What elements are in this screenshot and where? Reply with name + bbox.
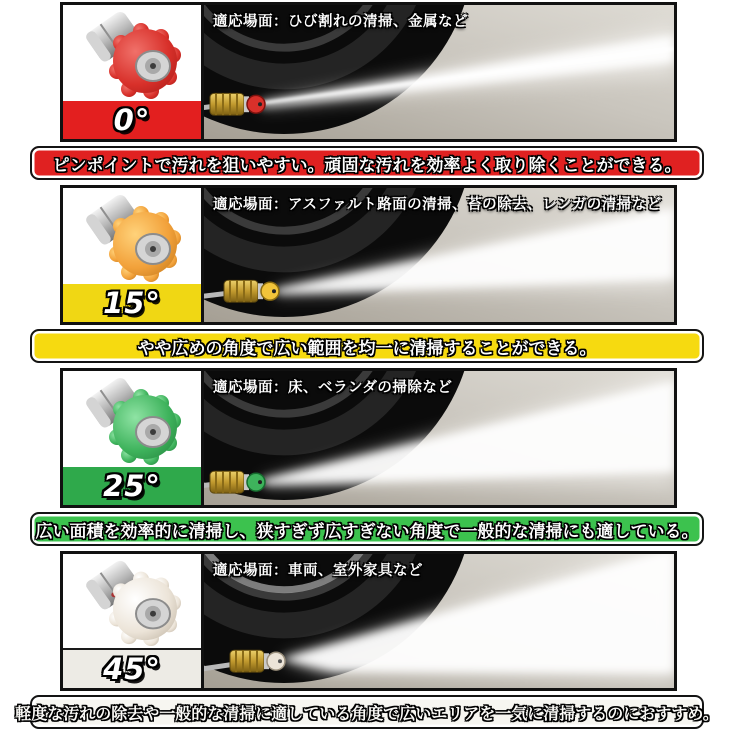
- angle-badge: [63, 101, 201, 139]
- angle-label: 15°: [103, 285, 161, 320]
- white-nozzle-photo: [63, 554, 201, 648]
- orange-nozzle-photo: [63, 188, 201, 284]
- banner-text: 広い面積を効率的に清掃し、狭すぎず広すぎない角度で一般的な清掃にも適している。: [35, 521, 699, 542]
- banner-text: 軽度な汚れの除去や一般的な清掃に適している角度で広いエリアを一気に清掃するのにおすすめ。: [15, 703, 719, 723]
- spray-photo: [204, 371, 674, 505]
- angle-badge: [63, 467, 201, 505]
- spray-photo: [204, 554, 674, 688]
- nozzle-card: [63, 5, 204, 139]
- description-banner: [15, 695, 719, 729]
- scene-label: 適応場面：床、ベランダの掃除など: [213, 380, 453, 396]
- photo-frame: [60, 2, 677, 142]
- nozzle-card: [63, 188, 204, 322]
- nozzle-card: [63, 554, 204, 688]
- spray-photo: [204, 188, 674, 322]
- description-banner: [30, 329, 704, 363]
- nozzle-section-45deg: [0, 551, 734, 729]
- photo-frame: [60, 368, 677, 508]
- nozzle-card: [63, 371, 204, 505]
- red-nozzle-photo: [63, 5, 201, 101]
- angle-label: 25°: [103, 468, 161, 503]
- banner-text: やや広めの角度で広い範囲を均一に清掃することができる。: [137, 338, 597, 359]
- scene-label: 適応場面：アスファルト路面の清掃、苔の除去、レンガの清掃など: [213, 197, 662, 213]
- nozzle-section-15deg: [0, 185, 734, 363]
- nozzle-section-0deg: [0, 2, 734, 180]
- angle-label: 45°: [103, 651, 161, 686]
- angle-label: 0°: [113, 102, 151, 137]
- nozzle-section-25deg: [0, 368, 734, 546]
- description-banner: [30, 512, 704, 546]
- photo-frame: [60, 551, 677, 691]
- banner-text: ピンポイントで汚れを狙いやすい。頑固な汚れを効率よく取り除くことができる。: [52, 155, 682, 176]
- spray-photo: [204, 5, 674, 139]
- angle-badge: [63, 284, 201, 322]
- scene-label: 適応場面：ひび割れの清掃、金属など: [213, 14, 468, 30]
- scene-label: 適応場面：車両、室外家具など: [213, 563, 423, 579]
- description-banner: [30, 146, 704, 180]
- green-nozzle-photo: [63, 371, 201, 467]
- photo-frame: [60, 185, 677, 325]
- angle-badge: [63, 648, 201, 688]
